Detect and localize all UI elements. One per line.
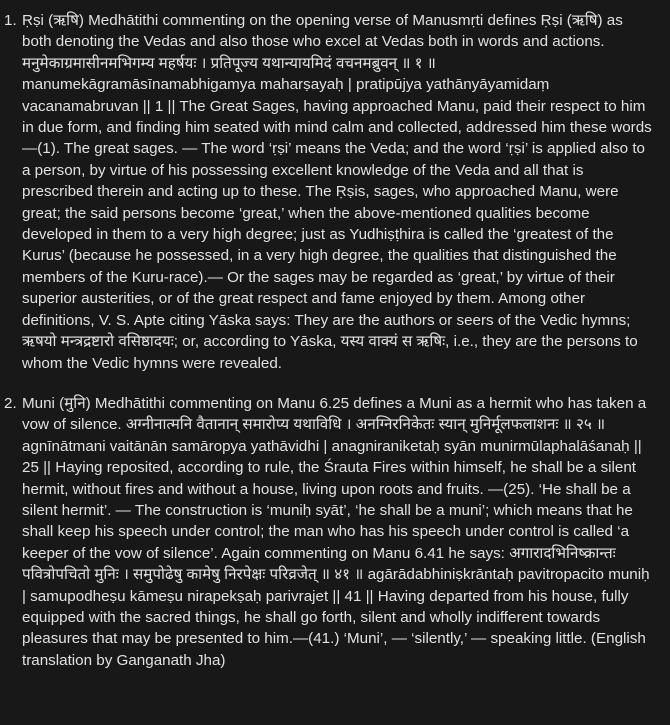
footnote-number: 1. [4, 12, 17, 29]
footnote-1 [4, 10, 656, 374]
footnote-text: Muni (मुनि) Medhātithi commenting on Manu 6.25 defines a Muni as a hermit who has taken a vow of silence. अग्नीनात्मनि वैतानान् समारोप्य यथाविधि । अनग्निरनिकेतः स्यान् मुनिर्मूलफलाशनः ॥ २५ ॥ agnīnātmani vaitānān samāropya yathāvidhi | anagniraniketaḥ syān munirmūlaphalāśanaḥ || 25 || Haying reposited, according to rule, the Śrauta Fires within himself, he shall be a silent hermit, without fires and without a house, living upon roots and fruits. —(25). ‘He shall be a silent hermit’. — The construction is ‘muniḥ syāt’, ‘he shall be a muni’; which means that he shall keep his speech under control; the man who has his speech under control is called ‘a keeper of the vow of silence’. Again commenting on Manu 6.41 he says: अगारादभिनिष्क्रान्तः पवित्रोपचितो मुनिः । समुपोढेषु कामेषु निरपेक्षः परिव्रजेत् ॥ ४१ ॥ agārādabhiniṣkrāntaḥ pavitropacito muniḥ | samupodheṣu kāmeṣu nirapekṣaḥ parivrajet || 41 || Having departed from his house, fully equipped with the sacred things, he shall go forth, silent and wholly indifferent towards pleasures that may be presented to him.—(41.) ‘Muni’, — ‘silently,’ — speaking little. (English translation by Ganganath Jha) [22, 394, 650, 669]
footnote-2 [4, 393, 656, 671]
footnote-text: Ṛṣi (ऋषि) Medhātithi commenting on the opening verse of Manusmṛti defines Ṛṣi (ऋषि) as both denoting the Vedas and also those who excel at Vedas both in words and actions. मनुमेकाग्रमासीनमभिगम्य महर्षयः । प्रतिपूज्य यथान्यायमिदं वचनमब्रुवन् ॥ १ ॥ manumekāgramāsīnamabhigamya maharṣayaḥ | pratipūjya yathānyāyamidaṃ vacanamabruvan || 1 || The Great Sages, having approached Manu, paid their respect to him in due form, and finding him seated with mind calm and collected, addressed him these words—(1). The great sages. — The word ‘ṛṣi’ means the Veda; and the word ‘ṛṣi’ is applied also to a person, by virtue of his possessing excellent knowledge of the Veda and all that is prescribed therein and acting up to these. The Ṛṣis, sages, who approached Manu, were great; the said persons become ‘great,’ when the above-mentioned qualities become developed in them to a very high degree; just as Yudhiṣṭhira is called the ‘greatest of the Kurus’ (because he possessed, in a very high degree, the qualities that distinguished the members of the Kuru-race).— Or the sages may be regarded as ‘great,’ by virtue of their superior austerities, or of the great respect and fame enjoyed by them. Among other definitions, V. S. Apte citing Yāska says: They are the authors or seers of the Vedic hymns; ऋषयो मन्त्रद्रष्टारो वसिष्ठादयः; or, according to Yāska, यस्य वाक्यं स ऋषिः, i.e., they are the persons to whom the Vedic hymns were revealed. [22, 12, 652, 372]
footnote-number: 2. [4, 394, 17, 412]
